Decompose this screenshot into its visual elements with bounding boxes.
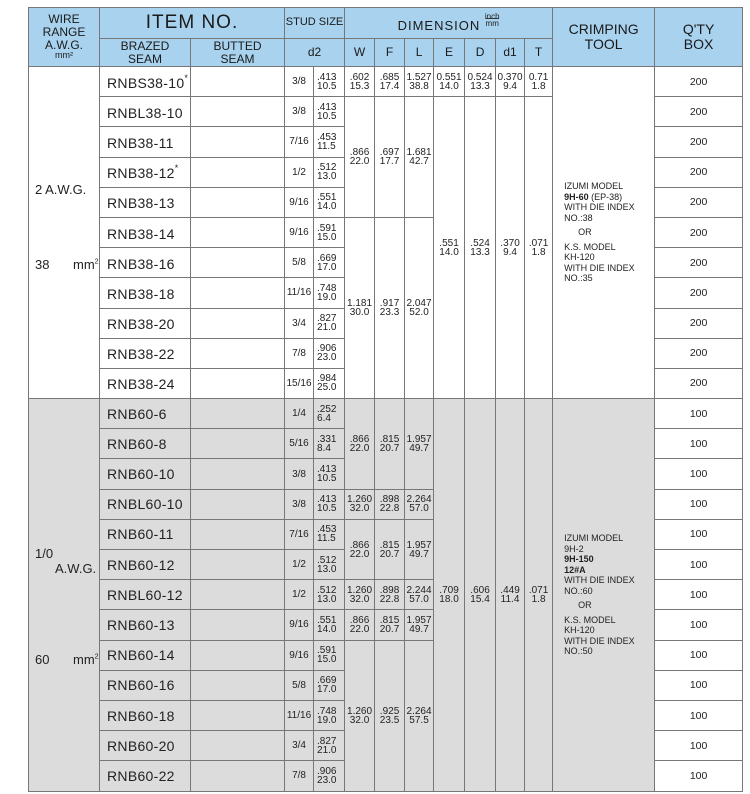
w-value: .866 22.0 bbox=[345, 519, 375, 579]
d2-value: .827 21.0 bbox=[314, 731, 345, 761]
wire-range-60: 1/0 A.W.G. 60 $mm^2$ bbox=[29, 399, 100, 791]
d2-value: .413 10.5 bbox=[314, 489, 345, 519]
stud-size-header: STUD SIZE bbox=[285, 8, 345, 39]
l-value: 1.681 42.7 bbox=[405, 97, 434, 218]
stud-size: 5/8 bbox=[285, 248, 314, 278]
qty-value: 100 bbox=[655, 489, 743, 519]
d1-value: .370 9.4 bbox=[496, 97, 525, 399]
stud-size: 9/16 bbox=[285, 187, 314, 217]
stud-size: 11/16 bbox=[285, 700, 314, 730]
d2-value: .413 10.5 bbox=[314, 67, 345, 97]
crimping-tool-60: IZUMI MODEL 9H-2 9H-150 12#A WITH DIE INDEX NO.:60 OR K.S. MODEL KH-120 WITH DIE INDEX NO.:50 bbox=[553, 399, 655, 791]
qty-value: 100 bbox=[655, 459, 743, 489]
w-value: 1.181 30.0 bbox=[345, 217, 375, 398]
stud-size: 1/2 bbox=[285, 157, 314, 187]
w-value: 1.260 32.0 bbox=[345, 489, 375, 519]
l-value: 1.957 49.7 bbox=[405, 519, 434, 579]
qty-value: 200 bbox=[655, 97, 743, 127]
qty-value: 200 bbox=[655, 368, 743, 398]
qty-value: 200 bbox=[655, 308, 743, 338]
qty-value: 200 bbox=[655, 217, 743, 247]
d2-value: .512 13.0 bbox=[314, 580, 345, 610]
d-value: .606 15.4 bbox=[465, 399, 496, 791]
l-value: 1.527 38.8 bbox=[405, 67, 434, 97]
d1-value: 0.370 9.4 bbox=[496, 67, 525, 97]
d2-value: .551 14.0 bbox=[314, 610, 345, 640]
stud-size: 9/16 bbox=[285, 640, 314, 670]
f-value: .925 23.5 bbox=[375, 640, 405, 791]
item-no: RNB60-12 bbox=[100, 550, 191, 580]
qty-value: 100 bbox=[655, 670, 743, 700]
stud-size: 3/4 bbox=[285, 731, 314, 761]
f-value: .898 22.8 bbox=[375, 489, 405, 519]
col-d-header: D bbox=[465, 39, 496, 67]
item-no: RNB38-16 bbox=[100, 248, 191, 278]
stud-size: 7/8 bbox=[285, 338, 314, 368]
t-value: .071 1.8 bbox=[525, 97, 553, 399]
stud-size: 3/4 bbox=[285, 308, 314, 338]
item-no: RNB38-20 bbox=[100, 308, 191, 338]
stud-size: 15/16 bbox=[285, 368, 314, 398]
stud-size: 1/2 bbox=[285, 550, 314, 580]
stud-size: 5/8 bbox=[285, 670, 314, 700]
f-value: .697 17.7 bbox=[375, 97, 405, 218]
qty-value: 100 bbox=[655, 519, 743, 549]
d-value: .524 13.3 bbox=[465, 97, 496, 399]
stud-size: 3/8 bbox=[285, 97, 314, 127]
l-value: 2.264 57.5 bbox=[405, 640, 434, 791]
l-value: 1.957 49.7 bbox=[405, 399, 434, 490]
stud-size: 9/16 bbox=[285, 610, 314, 640]
e-value: .551 14.0 bbox=[434, 97, 465, 399]
w-value: 1.260 32.0 bbox=[345, 580, 375, 610]
qty-value: 100 bbox=[655, 640, 743, 670]
d2-value: .669 17.0 bbox=[314, 670, 345, 700]
item-no: RNB60-11 bbox=[100, 519, 191, 549]
item-no: RNBS38-10* bbox=[100, 67, 191, 97]
col-w-header: W bbox=[345, 39, 375, 67]
qty-value: 100 bbox=[655, 761, 743, 791]
f-value: .898 22.8 bbox=[375, 580, 405, 610]
wire-range-header: WIRE RANGE A.W.G. mm² bbox=[29, 8, 100, 67]
f-value: .815 20.7 bbox=[375, 610, 405, 640]
d2-value: .413 10.5 bbox=[314, 97, 345, 127]
item-no: RNB38-12* bbox=[100, 157, 191, 187]
qty-value: 100 bbox=[655, 399, 743, 429]
stud-size: 3/8 bbox=[285, 489, 314, 519]
qty-value: 100 bbox=[655, 700, 743, 730]
dimension-header: DIMENSION inch mm bbox=[345, 8, 553, 39]
col-t-header: T bbox=[525, 39, 553, 67]
butted-seam-header: BUTTED SEAM bbox=[191, 39, 285, 67]
t-value: .071 1.8 bbox=[525, 399, 553, 791]
item-no: RNB38-22 bbox=[100, 338, 191, 368]
l-value: 2.264 57.0 bbox=[405, 489, 434, 519]
item-no: RNB60-8 bbox=[100, 429, 191, 459]
stud-size: 7/8 bbox=[285, 761, 314, 791]
d2-value: .591 15.0 bbox=[314, 640, 345, 670]
wire-range-38: 2 A.W.G. 38 $mm^2$ bbox=[29, 67, 100, 399]
item-no: RNB60-20 bbox=[100, 731, 191, 761]
col-f-header: F bbox=[375, 39, 405, 67]
d2-value: .331 8.4 bbox=[314, 429, 345, 459]
qty-value: 200 bbox=[655, 67, 743, 97]
f-value: .815 20.7 bbox=[375, 399, 405, 490]
stud-size: 5/16 bbox=[285, 429, 314, 459]
l-value: 2.244 57.0 bbox=[405, 580, 434, 610]
d2-value: .413 10.5 bbox=[314, 459, 345, 489]
item-no: RNBL60-12 bbox=[100, 580, 191, 610]
terminal-spec-table bbox=[28, 7, 743, 792]
e-value: 0.551 14.0 bbox=[434, 67, 465, 97]
d2-value: .453 11.5 bbox=[314, 519, 345, 549]
w-value: .602 15.3 bbox=[345, 67, 375, 97]
stud-size: 7/16 bbox=[285, 127, 314, 157]
d2-value: .906 23.0 bbox=[314, 338, 345, 368]
d2-value: .669 17.0 bbox=[314, 248, 345, 278]
qty-value: 200 bbox=[655, 127, 743, 157]
qty-value: 200 bbox=[655, 338, 743, 368]
brazed-seam-header: BRAZED SEAM bbox=[100, 39, 191, 67]
f-value: .815 20.7 bbox=[375, 519, 405, 579]
stud-size: 7/16 bbox=[285, 519, 314, 549]
w-value: .866 22.0 bbox=[345, 610, 375, 640]
d2-value: .591 15.0 bbox=[314, 217, 345, 247]
d2-value: .551 14.0 bbox=[314, 187, 345, 217]
d2-value: .512 13.0 bbox=[314, 550, 345, 580]
d1-value: .449 11.4 bbox=[496, 399, 525, 791]
item-no: RNB38-13 bbox=[100, 187, 191, 217]
qty-value: 100 bbox=[655, 429, 743, 459]
d2-header: d2 bbox=[285, 39, 345, 67]
stud-size: 1/2 bbox=[285, 580, 314, 610]
stud-size: 1/4 bbox=[285, 399, 314, 429]
item-no: RNB60-22 bbox=[100, 761, 191, 791]
crimping-tool-header: CRIMPING TOOL bbox=[553, 8, 655, 67]
f-value: .685 17.4 bbox=[375, 67, 405, 97]
col-d1-header: d1 bbox=[496, 39, 525, 67]
qty-value: 100 bbox=[655, 731, 743, 761]
l-value: 2.047 52.0 bbox=[405, 217, 434, 398]
w-value: 1.260 32.0 bbox=[345, 640, 375, 791]
l-value: 1.957 49.7 bbox=[405, 610, 434, 640]
f-value: .917 23.3 bbox=[375, 217, 405, 398]
t-value: 0.71 1.8 bbox=[525, 67, 553, 97]
item-no: RNB38-24 bbox=[100, 368, 191, 398]
d2-value: .984 25.0 bbox=[314, 368, 345, 398]
item-no: RNB38-14 bbox=[100, 217, 191, 247]
item-no: RNB60-13 bbox=[100, 610, 191, 640]
d2-value: .512 13.0 bbox=[314, 157, 345, 187]
item-no: RNB38-11 bbox=[100, 127, 191, 157]
qty-value: 100 bbox=[655, 580, 743, 610]
stud-size: 3/8 bbox=[285, 67, 314, 97]
item-no: RNB38-18 bbox=[100, 278, 191, 308]
item-no: RNBL38-10 bbox=[100, 97, 191, 127]
item-no: RNB60-14 bbox=[100, 640, 191, 670]
d2-value: .748 19.0 bbox=[314, 700, 345, 730]
stud-size: 9/16 bbox=[285, 217, 314, 247]
d2-value: .906 23.0 bbox=[314, 761, 345, 791]
stud-size: 11/16 bbox=[285, 278, 314, 308]
qty-value: 200 bbox=[655, 157, 743, 187]
item-no: RNB60-18 bbox=[100, 700, 191, 730]
item-no-header: ITEM NO. bbox=[100, 8, 285, 39]
e-value: .709 18.0 bbox=[434, 399, 465, 791]
item-no: RNBL60-10 bbox=[100, 489, 191, 519]
qty-box-header: Q'TY BOX bbox=[655, 8, 743, 67]
qty-value: 200 bbox=[655, 187, 743, 217]
qty-value: 200 bbox=[655, 248, 743, 278]
stud-size: 3/8 bbox=[285, 459, 314, 489]
crimping-tool-38: IZUMI MODEL 9H-60 (EP-38) WITH DIE INDEX NO.:38 OR K.S. MODEL KH-120 WITH DIE INDEX NO.:35 bbox=[553, 67, 655, 399]
item-no: RNB60-16 bbox=[100, 670, 191, 700]
d2-value: .827 21.0 bbox=[314, 308, 345, 338]
d2-value: .252 6.4 bbox=[314, 399, 345, 429]
qty-value: 200 bbox=[655, 278, 743, 308]
col-e-header: E bbox=[434, 39, 465, 67]
w-value: .866 22.0 bbox=[345, 97, 375, 218]
col-l-header: L bbox=[405, 39, 434, 67]
w-value: .866 22.0 bbox=[345, 399, 375, 490]
d-value: 0.524 13.3 bbox=[465, 67, 496, 97]
item-no: RNB60-6 bbox=[100, 399, 191, 429]
qty-value: 100 bbox=[655, 550, 743, 580]
d2-value: .453 11.5 bbox=[314, 127, 345, 157]
qty-value: 100 bbox=[655, 610, 743, 640]
d2-value: .748 19.0 bbox=[314, 278, 345, 308]
item-no: RNB60-10 bbox=[100, 459, 191, 489]
